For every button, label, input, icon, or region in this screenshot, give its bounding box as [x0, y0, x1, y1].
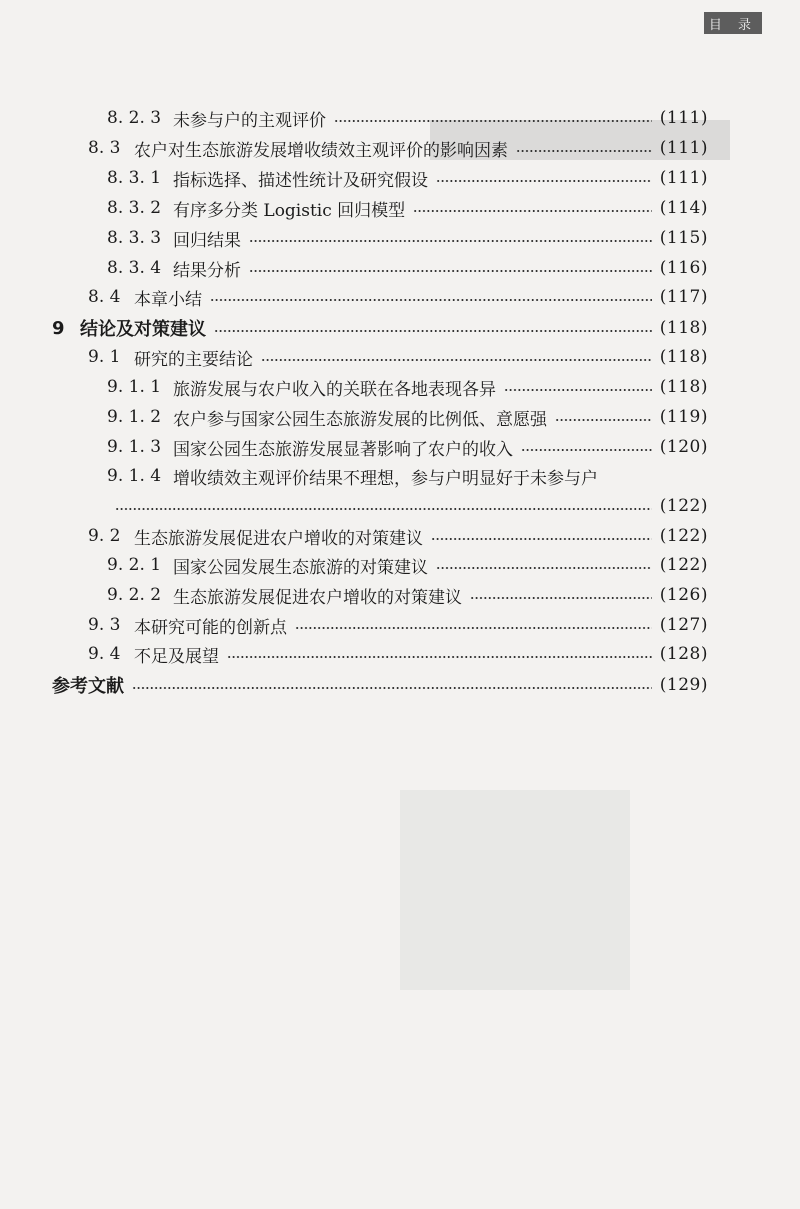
toc-entry-page: (126) — [659, 585, 708, 605]
toc-entry-page: (115) — [659, 228, 708, 248]
toc-entry-number: 9. 4 — [88, 644, 121, 664]
toc-leader-dots — [413, 210, 652, 212]
toc-entry-number: 9. 1. 4 — [107, 466, 162, 486]
toc-entry-page: (111) — [659, 138, 708, 158]
toc-leader-dots — [115, 508, 652, 510]
toc-entry-title: 农户参与国家公园生态旅游发展的比例低、意愿强 — [173, 409, 547, 430]
toc-leader-dots — [334, 120, 652, 122]
toc-entry[interactable] — [0, 224, 800, 252]
toc-entry-title: 研究的主要结论 — [134, 349, 253, 370]
toc-entry-page: (122) — [659, 526, 708, 546]
toc-entry-title: 未参与户的主观评价 — [173, 110, 326, 131]
toc-entry-number: 8. 4 — [88, 287, 121, 307]
toc-entry-number: 9 — [52, 317, 65, 339]
toc-entry[interactable] — [0, 522, 800, 550]
toc-leader-dots — [249, 240, 652, 242]
section-tab — [704, 12, 762, 34]
toc-entry-page: (122) — [659, 496, 708, 516]
toc-entry-number: 9. 1 — [88, 347, 121, 367]
toc-entry-title: 指标选择、描述性统计及研究假设 — [173, 170, 428, 191]
toc-entry-title: 本研究可能的创新点 — [134, 617, 287, 638]
toc-entry-page: (117) — [659, 287, 708, 307]
toc-entry-number: 8. 3. 1 — [107, 168, 162, 188]
toc-entry[interactable] — [0, 462, 800, 490]
toc-entry-number: 8. 3. 3 — [107, 228, 162, 248]
toc-entry[interactable] — [0, 433, 800, 461]
toc-entry-title: 国家公园发展生态旅游的对策建议 — [173, 557, 428, 578]
toc-leader-dots — [249, 270, 652, 272]
toc-leader-dots — [436, 180, 652, 182]
toc-entry[interactable] — [0, 104, 800, 132]
toc-leader-dots — [261, 359, 652, 361]
toc-entry[interactable] — [0, 343, 800, 371]
toc-entry-page: (111) — [659, 108, 708, 128]
toc-leader-dots — [504, 389, 652, 391]
toc-entry[interactable] — [0, 611, 800, 639]
toc-entry-number: 8. 3 — [88, 138, 121, 158]
toc-entry-page: (119) — [659, 407, 708, 427]
toc-leader-dots — [132, 687, 652, 689]
toc-entry[interactable] — [0, 492, 800, 520]
toc-entry-page: (118) — [659, 318, 708, 338]
toc-entry-number: 8. 2. 3 — [107, 108, 162, 128]
toc-entry-title: 农户对生态旅游发展增收绩效主观评价的影响因素 — [134, 140, 508, 161]
toc-entry-page: (118) — [659, 347, 708, 367]
toc-entry-title: 生态旅游发展促进农户增收的对策建议 — [134, 528, 423, 549]
toc-leader-dots — [436, 567, 652, 569]
toc-entry-number: 9. 2 — [88, 526, 121, 546]
toc-entry-number: 9. 3 — [88, 615, 121, 635]
toc-entry-page: (127) — [659, 615, 708, 635]
toc-entry-number: 9. 1. 3 — [107, 437, 162, 457]
toc-entry-page: (116) — [659, 258, 708, 278]
toc-leader-dots — [227, 656, 652, 658]
toc-entry-title: 结论及对策建议 — [80, 319, 206, 340]
toc-entry-number: 9. 2. 1 — [107, 555, 162, 575]
toc-entry-title: 国家公园生态旅游发展显著影响了农户的收入 — [173, 439, 513, 460]
toc-entry-page: (111) — [659, 168, 708, 188]
toc-entry-number: 9. 2. 2 — [107, 585, 162, 605]
toc-entry-number: 8. 3. 2 — [107, 198, 162, 218]
toc-entry-title: 不足及展望 — [134, 646, 219, 667]
toc-entry-page: (114) — [659, 198, 708, 218]
bleed-through-shadow — [400, 790, 630, 990]
toc-entry-number: 8. 3. 4 — [107, 258, 162, 278]
toc-entry-title: 有序多分类 Logistic 回归模型 — [173, 200, 406, 221]
toc-entry-title: 参考文献 — [52, 676, 124, 697]
toc-entry-page: (122) — [659, 555, 708, 575]
toc-entry-title: 结果分析 — [173, 260, 241, 281]
toc-leader-dots — [521, 449, 652, 451]
toc-entry-number: 9. 1. 2 — [107, 407, 162, 427]
toc-entry[interactable] — [0, 314, 800, 342]
toc-leader-dots — [214, 330, 652, 332]
toc-entry-title: 回归结果 — [173, 230, 241, 251]
toc-entry-page: (118) — [659, 377, 708, 397]
toc-leader-dots — [210, 299, 652, 301]
toc-entry[interactable] — [0, 640, 800, 668]
toc-entry[interactable] — [0, 164, 800, 192]
toc-leader-dots — [470, 597, 652, 599]
toc-entry[interactable] — [0, 581, 800, 609]
toc-entry[interactable] — [0, 254, 800, 282]
toc-entry[interactable] — [0, 194, 800, 222]
toc-entry-page: (129) — [659, 675, 708, 695]
toc-leader-dots — [431, 538, 652, 540]
toc-entry[interactable] — [0, 134, 800, 162]
toc-entry[interactable] — [0, 671, 800, 699]
toc-entry-title: 旅游发展与农户收入的关联在各地表现各异 — [173, 379, 496, 400]
toc-entry[interactable] — [0, 403, 800, 431]
toc-entry[interactable] — [0, 551, 800, 579]
toc-entry-title: 增收绩效主观评价结果不理想，参与户明显好于未参与户 — [173, 468, 598, 489]
toc-leader-dots — [555, 419, 652, 421]
toc-leader-dots — [295, 627, 652, 629]
toc-entry[interactable] — [0, 283, 800, 311]
toc-entry-number: 9. 1. 1 — [107, 377, 162, 397]
toc-entry-title: 本章小结 — [134, 289, 202, 310]
toc-entry-page: (128) — [659, 644, 708, 664]
toc-entry[interactable] — [0, 373, 800, 401]
toc-entry-page: (120) — [659, 437, 708, 457]
toc-leader-dots — [516, 150, 652, 152]
section-tab-label: 目 录 — [708, 17, 758, 33]
toc-entry-title: 生态旅游发展促进农户增收的对策建议 — [173, 587, 462, 608]
